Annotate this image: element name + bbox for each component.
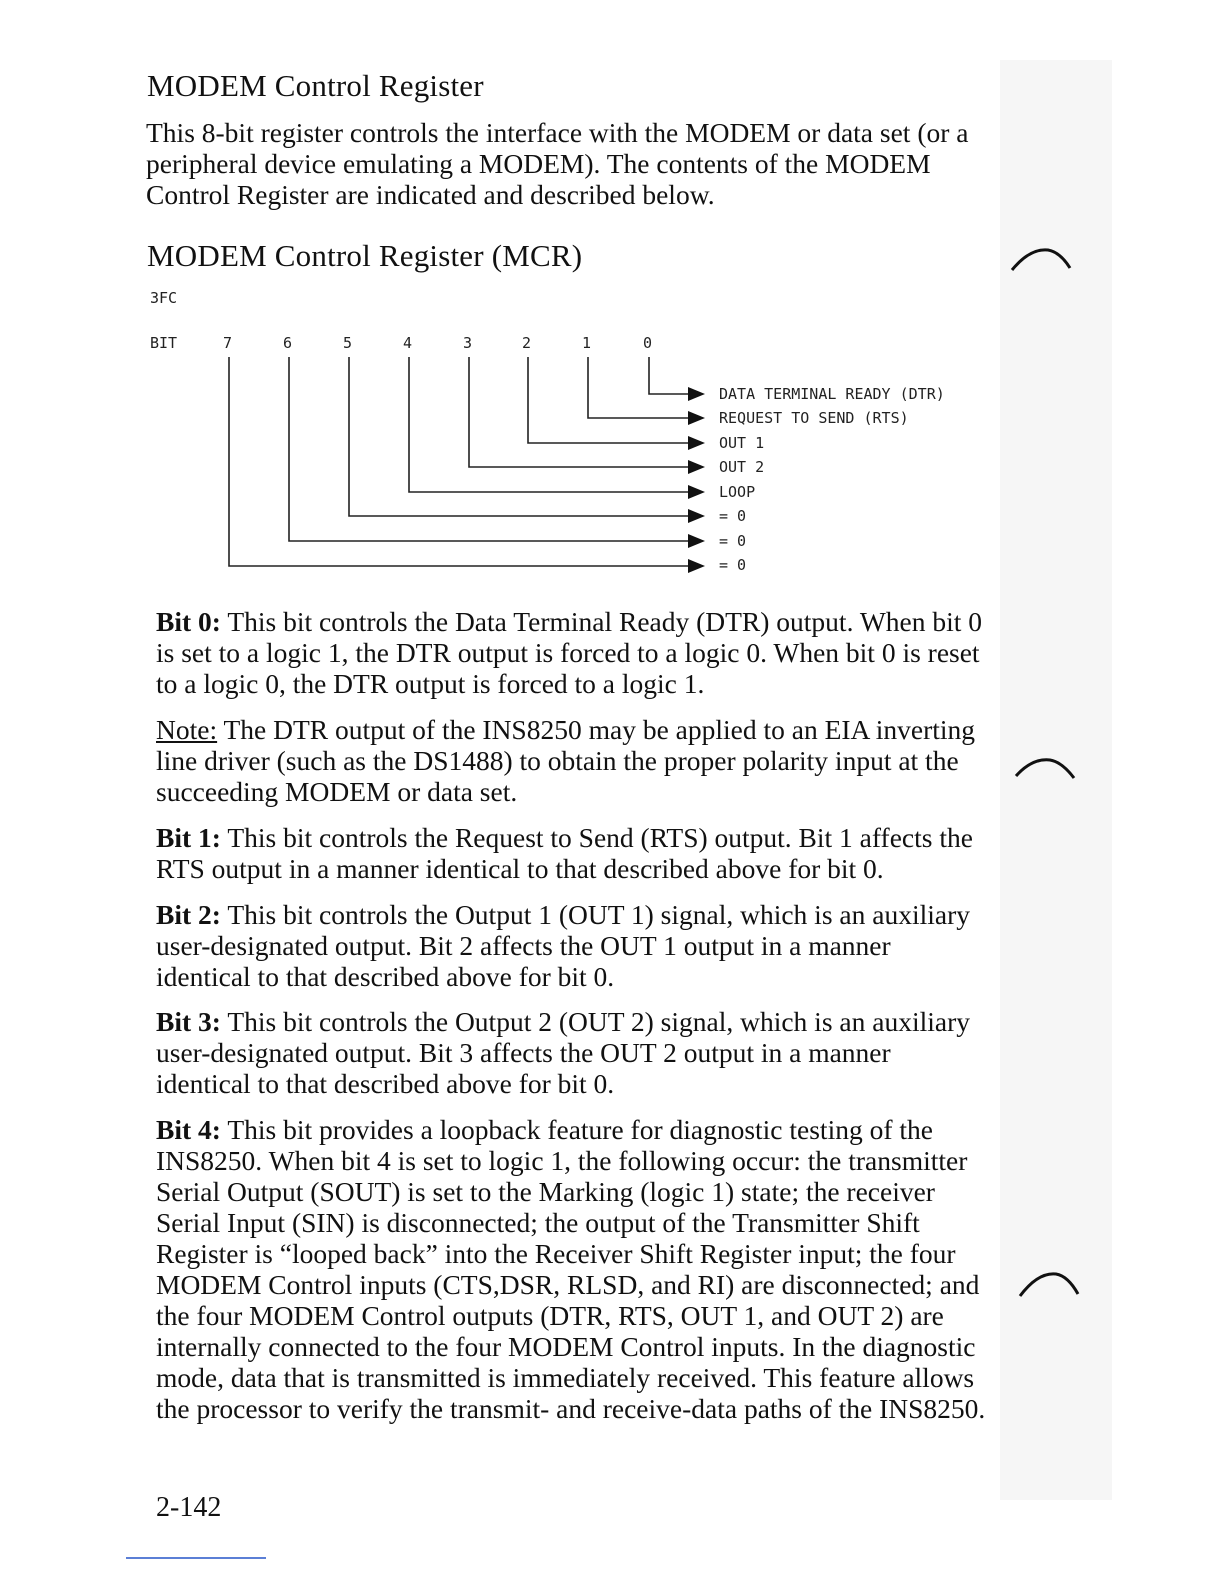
binder-tab-mark-3 <box>1016 1266 1082 1300</box>
bit3-text: This bit controls the Output 2 (OUT 2) signal, which is an auxiliary user-designated output. Bit 3 affects the OUT 2 output in a manner identical to that described above for bit 0. <box>156 1006 970 1099</box>
bit-row-label: BIT <box>150 334 178 352</box>
bit4-label: Bit 4: <box>156 1114 221 1145</box>
signal-bit6-zero: = 0 <box>719 532 747 550</box>
bit-number-7: 7 <box>223 334 233 352</box>
bit-number-1: 1 <box>582 334 592 352</box>
intro-paragraph: This 8-bit register controls the interface with the MODEM or data set (or a peripheral device emulating a MODEM). The contents of the MODEM Control Register are indicated and described below. <box>146 117 969 210</box>
connector-bit-4 <box>409 357 690 492</box>
arrowhead-bit5 <box>688 509 705 523</box>
bit-number-2: 2 <box>522 334 532 352</box>
bit1-label: Bit 1: <box>156 822 221 853</box>
bit1-description <box>156 822 992 884</box>
arrowhead-bit6 <box>688 534 705 548</box>
page-heading: MODEM Control Register <box>147 68 484 103</box>
bit0-label: Bit 0: <box>156 606 221 637</box>
bit3-description <box>156 1006 992 1099</box>
signal-rts: REQUEST TO SEND (RTS) <box>719 409 909 427</box>
signal-loop: LOOP <box>719 483 756 501</box>
binder-tab-mark-2 <box>1012 752 1078 782</box>
register-address: 3FC <box>150 289 178 307</box>
bit-number-0: 0 <box>643 334 653 352</box>
arrowhead-bit7 <box>688 559 705 573</box>
bit-number-4: 4 <box>403 334 413 352</box>
note-label: Note: <box>156 714 218 745</box>
signal-dtr: DATA TERMINAL READY (DTR) <box>719 385 945 403</box>
bit0-text: This bit controls the Data Terminal Ready (DTR) output. When bit 0 is set to a logic 1, the DTR output is forced to a logic 0. When bit 0 is reset to a logic 0, the DTR output is forced to a logic 1. <box>156 606 983 699</box>
note-paragraph <box>156 714 992 807</box>
binder-tab-mark-1 <box>1008 244 1074 274</box>
bottom-rule <box>126 1557 266 1559</box>
bit-number-3: 3 <box>463 334 473 352</box>
bit4-description <box>156 1114 992 1424</box>
arrowhead-loop <box>688 485 705 499</box>
bit3-label: Bit 3: <box>156 1006 221 1037</box>
connector-bit-3 <box>469 357 690 467</box>
bit1-text: This bit controls the Request to Send (RTS) output. Bit 1 affects the RTS output in a manner identical to that described above for bit 0. <box>156 822 973 884</box>
arrowhead-out1 <box>688 436 705 450</box>
arrowhead-dtr <box>688 387 705 401</box>
connector-bit-2 <box>528 357 690 443</box>
bit2-description <box>156 899 992 992</box>
connector-bit-1 <box>588 357 690 418</box>
connector-bit-0 <box>649 357 690 394</box>
bit4-text: This bit provides a loopback feature for diagnostic testing of the INS8250. When bit 4 is set to logic 1, the following occur: the transmitter Serial Output (SOUT) is set to the Marking (logic 1) state; the receiver Serial Input (SIN) is disconnected; the output of the Transmitter Shift Register is “looped back” into the Receiver Shift Register input; the four MODEM Control inputs (CTS,DSR, RLSD, and RI) are disconnected; and the four MODEM Control outputs (DTR, RTS, OUT 1, and OUT 2) are internally connected to the four MODEM Control inputs. In the diagnostic mode, data that is transmitted is immediately received. This feature allows the processor to verify the transmit- and receive-data paths of the INS8250. <box>156 1114 986 1424</box>
note-text: The DTR output of the INS8250 may be applied to an EIA inverting line driver (such as the DS1488) to obtain the proper polarity input at the succeeding MODEM or data set. <box>156 714 976 807</box>
bit2-label: Bit 2: <box>156 899 221 930</box>
bit-number-5: 5 <box>343 334 353 352</box>
connector-bit-7 <box>229 357 690 566</box>
page-number: 2-142 <box>156 1492 222 1523</box>
signal-bit5-zero: = 0 <box>719 507 747 525</box>
bit-number-6: 6 <box>283 334 293 352</box>
signal-out2: OUT 2 <box>719 458 765 476</box>
arrowhead-out2 <box>688 460 705 474</box>
bit0-description <box>156 606 992 699</box>
signal-out1: OUT 1 <box>719 434 765 452</box>
arrowhead-rts <box>688 411 705 425</box>
bit2-text: This bit controls the Output 1 (OUT 1) signal, which is an auxiliary user-designated output. Bit 2 affects the OUT 1 output in a manner identical to that described above for bit 0. <box>156 899 970 992</box>
bit-connector-lines <box>0 0 1224 600</box>
signal-bit7-zero: = 0 <box>719 556 747 574</box>
register-heading: MODEM Control Register (MCR) <box>147 238 583 273</box>
